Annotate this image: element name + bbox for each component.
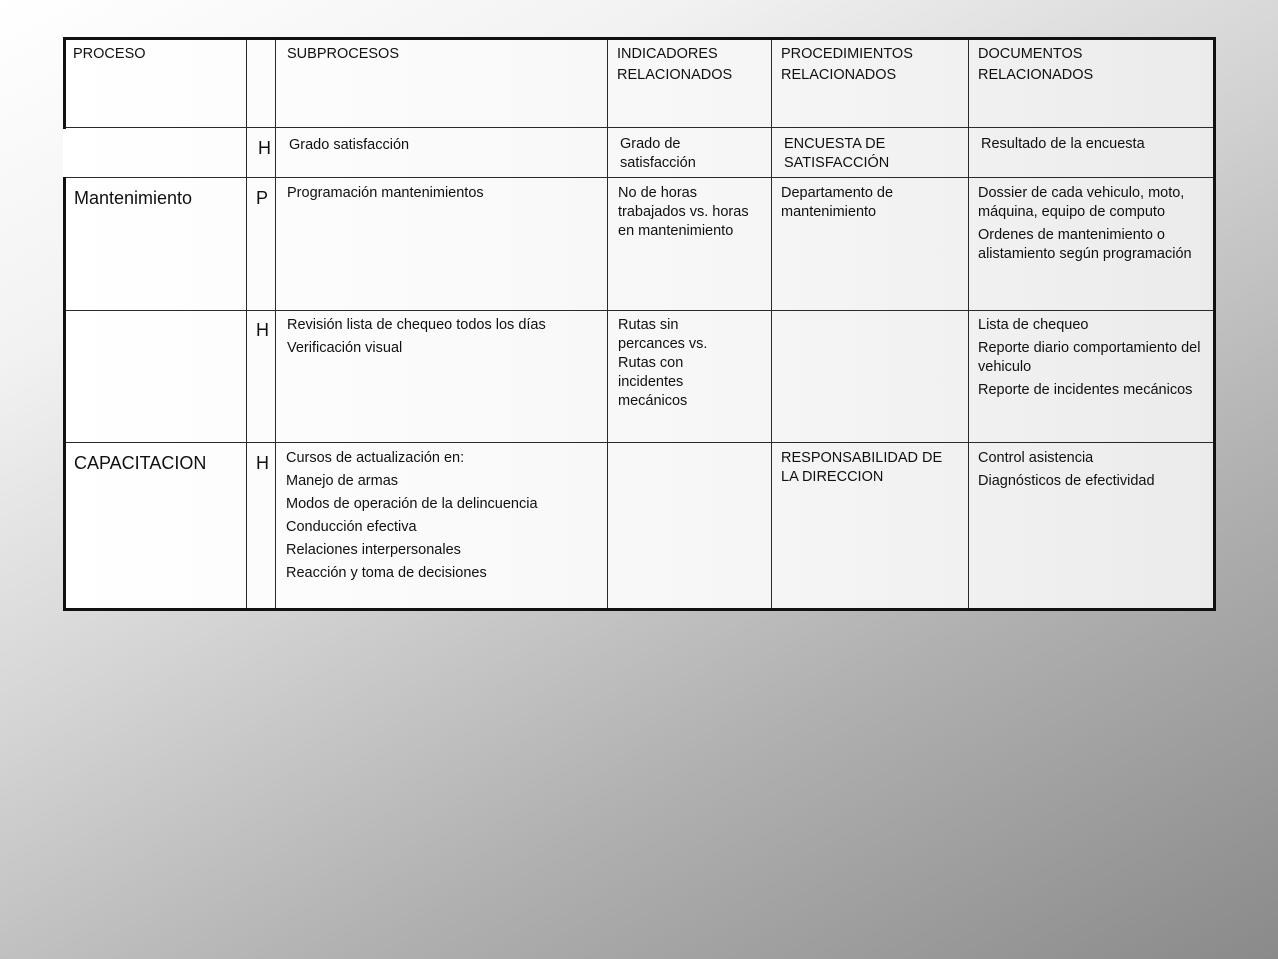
row-0-indicadores: Grado de satisfacción [620,136,696,171]
row-2-indicadores: Rutas sin percances vs. Rutas con incidentes mecánicos [618,317,708,409]
row-3-phva: H [256,453,269,473]
row-1-procedimientos: Departamento de mantenimiento [781,185,894,220]
row-3-subproceso-item: Cursos de actualización en: [286,450,465,466]
header-indicadores: INDICADORES RELACIONADOS [617,46,733,83]
row-0-procedimientos: ENCUESTA DE SATISFACCIÓN [784,136,890,171]
row-2-documento-item: Reporte de incidentes mecánicos [978,382,1193,398]
row-0-subproceso-item: Grado satisfacción [289,137,410,153]
header-procedimientos: PROCEDIMIENTOS RELACIONADOS [781,46,913,83]
row-2-phva: H [256,320,269,340]
row-1-documento-item: Ordenes de mantenimiento o alistamiento según programación [978,227,1192,262]
row-3-subproceso-item: Relaciones interpersonales [286,542,461,558]
table-frame-bottom [63,177,1216,611]
row-2-subproceso-item: Revisión lista de chequeo todos los días [287,317,546,333]
row-3-subproceso-item: Conducción efectiva [286,519,417,535]
row-3-subproceso-item: Reacción y toma de decisiones [286,565,487,581]
row-2-subproceso-item: Verificación visual [287,340,403,356]
header-documentos: DOCUMENTOS RELACIONADOS [978,46,1094,83]
row-2-documento-item: Lista de chequeo [978,317,1089,333]
row-0-phva: H [258,138,271,158]
row-3-documento-item: Diagnósticos de efectividad [978,473,1155,489]
header-subprocesos: SUBPROCESOS [287,46,399,62]
row-1-documento-item: Dossier de cada vehiculo, moto, máquina, equipo de computo [978,185,1185,220]
row-0-documento-item: Resultado de la encuesta [981,136,1145,152]
row-3-subproceso-item: Manejo de armas [286,473,399,489]
row-0-documentos [981,135,1206,158]
process-table [63,37,1216,611]
row-2-documento-item: Reporte diario comportamiento del vehiculo [978,340,1201,375]
row-3-proceso: CAPACITACION [74,453,207,473]
row-3-procedimientos: RESPONSABILIDAD DE LA DIRECCION [781,450,943,485]
row-3-documento-item: Control asistencia [978,450,1094,466]
row-1-proceso: Mantenimiento [74,188,193,208]
row-0-subprocesos [289,136,599,159]
row-1-subproceso-item: Programación mantenimientos [287,185,484,201]
header-proceso: PROCESO [73,46,146,62]
row-1-phva: P [256,188,269,208]
row-3-subproceso-item: Modos de operación de la delincuencia [286,496,538,512]
row-1-indicadores: No de horas trabajados vs. horas en mantenimiento [618,185,749,239]
table-frame-top [63,37,1216,129]
table-frame-right [1213,125,1216,181]
